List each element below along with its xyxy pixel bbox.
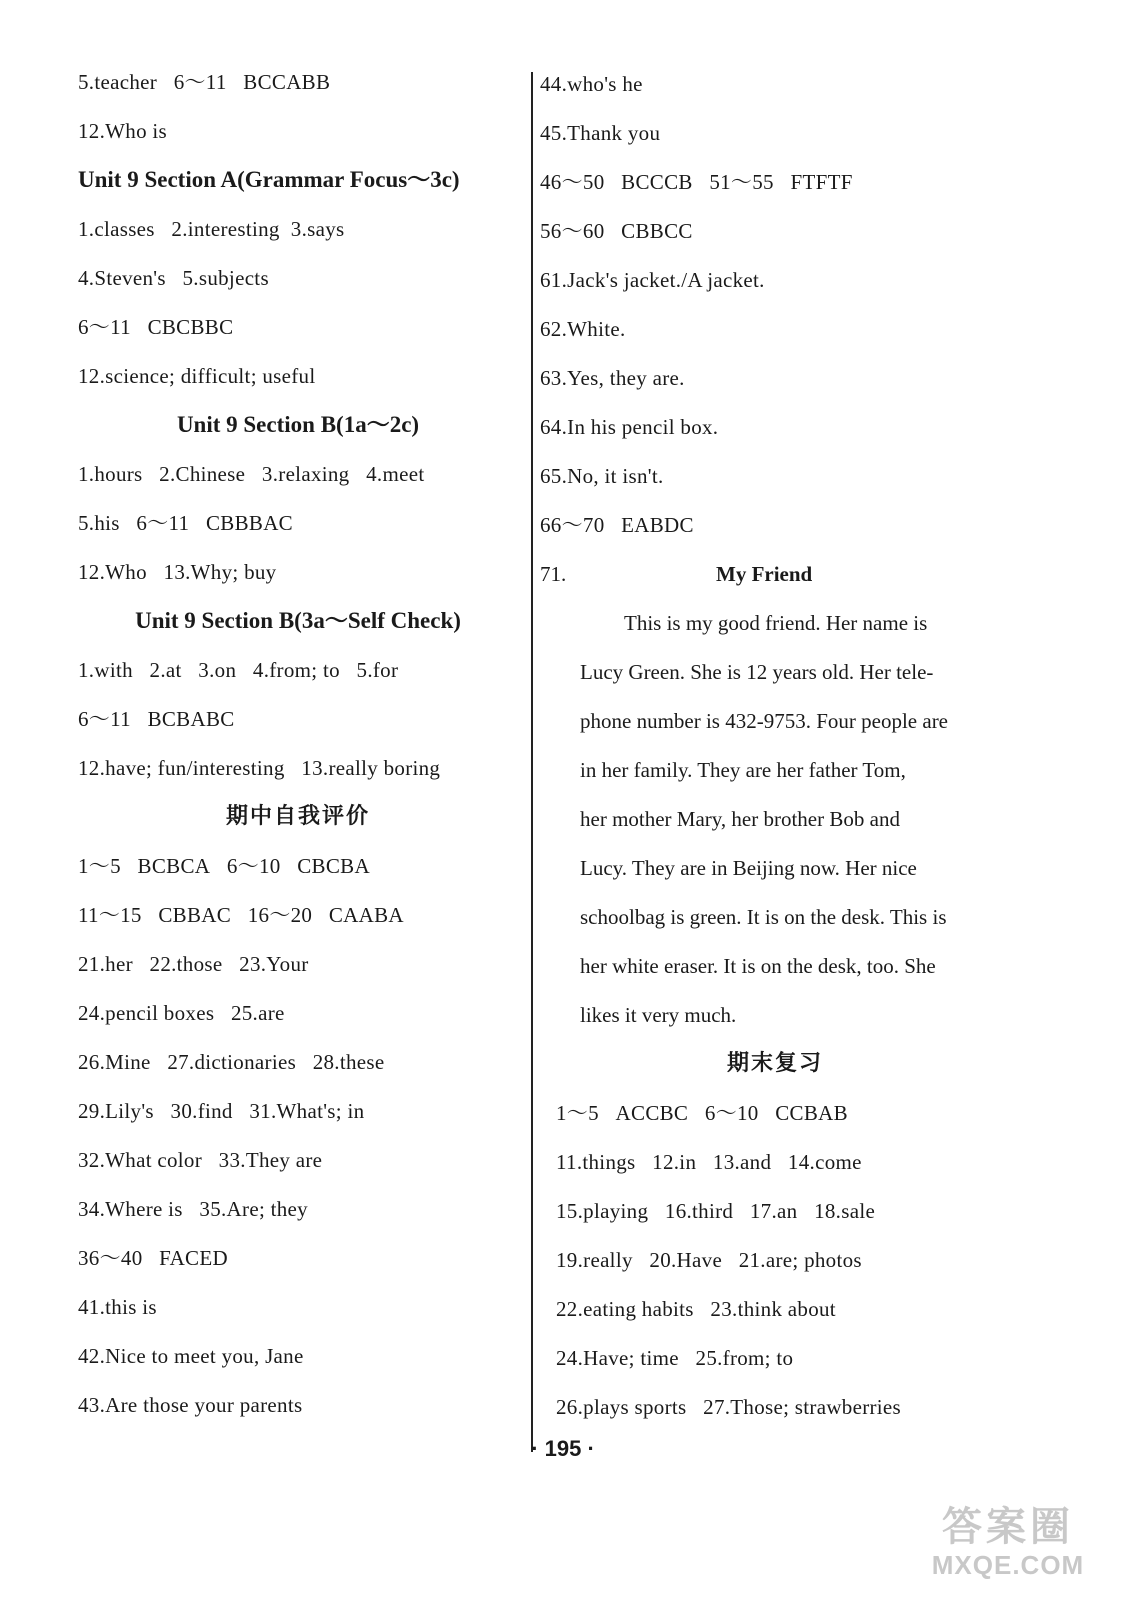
answer-line: 32.What color 33.They are (78, 1148, 323, 1172)
answer-line: 12.have; fun/interesting 13.really boring (78, 756, 441, 780)
answer-line: 12.Who 13.Why; buy (78, 560, 277, 584)
answer-line: 42.Nice to meet you, Jane (78, 1344, 304, 1368)
essay-header (540, 562, 1010, 611)
answer-line: 11～15 CBBAC 16～20 CAABA (78, 903, 404, 927)
answer-line: 1.hours 2.Chinese 3.relaxing 4.meet (78, 462, 425, 486)
answer-line: 4.Steven's 5.subjects (78, 266, 269, 290)
answer-line: 24.pencil boxes 25.are (78, 1001, 285, 1025)
column-divider (531, 72, 533, 1452)
answer-line: 11.things 12.in 13.and 14.come (556, 1150, 862, 1174)
essay-line: schoolbag is green. It is on the desk. This is (580, 905, 947, 929)
answer-line: 63.Yes, they are. (540, 366, 685, 390)
page-number: · 195 · (531, 1436, 595, 1461)
essay-line: Lucy Green. She is 12 years old. Her tele- (580, 660, 934, 684)
essay-line: phone number is 432-9753. Four people are (580, 709, 949, 733)
answer-line: 41.this is (78, 1295, 157, 1319)
answer-line: 34.Where is 35.Are; they (78, 1197, 308, 1221)
answer-line: 26.Mine 27.dictionaries 28.these (78, 1050, 385, 1074)
answer-line: 45.Thank you (540, 121, 661, 145)
section-heading-midterm: 期中自我评价 (225, 804, 370, 829)
answer-line: 56～60 CBBCC (540, 219, 693, 243)
answer-line: 1.with 2.at 3.on 4.from; to 5.for (78, 658, 399, 682)
answer-line: 29.Lily's 30.find 31.What's; in (78, 1099, 365, 1123)
answer-line: 19.really 20.Have 21.are; photos (556, 1248, 862, 1272)
answer-line: 1～5 BCBCA 6～10 CBCBA (78, 854, 370, 878)
essay-line: This is my good friend. Her name is (624, 611, 928, 635)
answer-line: 66～70 EABDC (540, 513, 694, 537)
answer-line: 64.In his pencil box. (540, 415, 719, 439)
essay-line: Lucy. They are in Beijing now. Her nice (580, 856, 917, 880)
left-column (78, 70, 518, 1442)
answer-line: 15.playing 16.third 17.an 18.sale (556, 1199, 876, 1223)
answer-line: 61.Jack's jacket./A jacket. (540, 268, 765, 292)
essay-line: likes it very much. (580, 1003, 737, 1027)
answer-line: 26.plays sports 27.Those; strawberries (556, 1395, 902, 1419)
answer-line: 6～11 BCBABC (78, 707, 235, 731)
right-column (540, 72, 1010, 1444)
answer-line: 6～11 CBCBBC (78, 315, 234, 339)
answer-line: 12.Who is (78, 119, 168, 143)
section-heading: Unit 9 Section B(1a～2c) (176, 412, 420, 437)
section-heading: Unit 9 Section A(Grammar Focus～3c) (78, 167, 460, 192)
answer-line: 24.Have; time 25.from; to (556, 1346, 794, 1370)
answer-line: 44.who's he (540, 72, 643, 96)
section-heading: Unit 9 Section B(3a～Self Check) (135, 608, 461, 633)
watermark-logo-text: 答案圈 (942, 1505, 1074, 1549)
answer-line: 65.No, it isn't. (540, 464, 664, 488)
watermark-url: MXQE.COM (931, 1550, 1085, 1580)
answer-line: 5.teacher 6～11 BCCABB (78, 70, 331, 94)
section-heading-final-review: 期末复习 (726, 1051, 823, 1076)
essay-title: My Friend (716, 562, 813, 586)
answer-line: 62.White. (540, 317, 626, 341)
essay-body (540, 611, 1010, 1052)
essay-line: her white eraser. It is on the desk, too. She (580, 954, 936, 978)
essay-number: 71. (540, 562, 567, 586)
answer-line: 43.Are those your parents (78, 1393, 303, 1417)
answer-line: 46～50 BCCCB 51～55 FTFTF (540, 170, 853, 194)
answer-line: 22.eating habits 23.think about (556, 1297, 836, 1321)
watermark-logo (918, 1504, 1098, 1582)
answer-line: 5.his 6～11 CBBBAC (78, 511, 293, 535)
answer-line: 1.classes 2.interesting 3.says (78, 217, 345, 241)
answer-line: 21.her 22.those 23.Your (78, 952, 309, 976)
answer-line: 12.science; difficult; useful (78, 364, 316, 388)
answer-line: 1～5 ACCBC 6～10 CCBAB (556, 1101, 848, 1125)
answer-line: 36～40 FACED (78, 1246, 228, 1270)
essay-line: her mother Mary, her brother Bob and (580, 807, 900, 831)
essay-line: in her family. They are her father Tom, (580, 758, 906, 782)
